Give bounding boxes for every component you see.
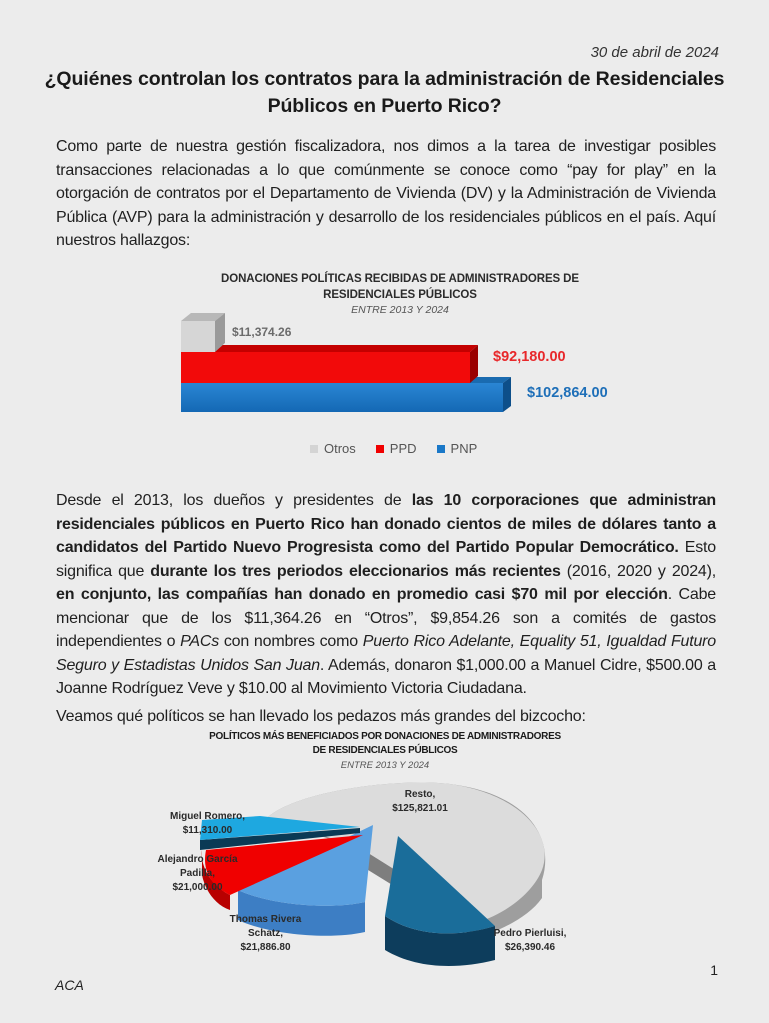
text-span: con nombres como xyxy=(219,633,363,650)
text-span: . Además, donaron $1,000.00 a Manuel Cidre, $500.00 a Joanne Rodríguez Veve y $10.00 al Movimiento Victoria Ciudadana. xyxy=(56,656,716,697)
pie-label-thomas-name2: Schatz, xyxy=(247,928,283,939)
pie-label-resto-name: Resto, xyxy=(404,789,436,800)
legend-swatch-ppd xyxy=(376,445,384,453)
bar-otros xyxy=(181,313,225,352)
pie-chart-title xyxy=(150,730,620,758)
pie-label-thomas-name1: Thomas Rivera xyxy=(229,914,302,925)
legend-item-ppd xyxy=(376,441,417,456)
legend-swatch-pnp xyxy=(437,445,445,453)
pie-label-alejandro-name1: Alejandro García xyxy=(157,854,238,865)
legend-item-otros xyxy=(310,441,356,456)
text-span: . Cabe mencionar que de los $11,364.26 en “Otros”, $9,854.26 son a comités de gastos independientes o xyxy=(56,586,716,650)
findings-paragraph xyxy=(56,489,716,701)
pie-label-resto xyxy=(380,788,460,816)
pie-label-alejandro-value: $21,000.00 xyxy=(172,882,223,893)
pie-label-pedro-value: $26,390.46 xyxy=(504,942,556,953)
intro-paragraph: Como parte de nuestra gestión fiscalizadora, nos dimos a la tarea de investigar posibles transacciones relacionadas a lo que comúnmente se conoce como “pay for play” en la otorgación de contratos por el Departamento de Vivienda (DV) y la Administración de Vivienda Pública (AVP) para la administración y desarrollo de los residenciales públicos en el país. Aquí nuestros hallazgos: xyxy=(56,138,716,249)
bold-span: las 10 corporaciones que administran residenciales públicos en Puerto Rico han donado cientos de miles de dólares tanto a candidatos del Partido Nuevo Progresista como del Partido Popular Democrático. xyxy=(56,492,717,556)
bar-chart-subtitle: ENTRE 2013 Y 2024 xyxy=(351,304,449,316)
text-span: Desde el 2013, los dueños y presidentes de xyxy=(56,492,412,509)
bold-span: durante los tres periodos eleccionarios más recientes xyxy=(150,562,561,580)
pie-chart-subtitle: ENTRE 2013 Y 2024 xyxy=(340,760,430,771)
bar-chart-title-line2: RESIDENCIALES PÚBLICOS xyxy=(323,289,477,301)
pie-label-miguel-name: Miguel Romero, xyxy=(169,811,245,822)
document-date: 30 de abril de 2024 xyxy=(590,44,719,61)
pie-label-thomas-value: $21,886.80 xyxy=(240,942,291,953)
author-initials: ACA xyxy=(55,977,84,993)
bar-label-otros: $11,374.26 xyxy=(232,325,292,339)
legend-swatch-otros xyxy=(310,445,318,453)
bar-chart-title xyxy=(170,271,630,303)
bar-chart-legend xyxy=(310,441,477,456)
bar-label-ppd: $92,180.00 xyxy=(493,349,566,365)
bar-label-pnp: $102,864.00 xyxy=(527,385,608,401)
bar-ppd xyxy=(181,345,478,383)
pie-intro-paragraph: Veamos qué políticos se han llevado los pedazos más grandes del bizcocho: xyxy=(56,708,586,725)
text-span: (2016, 2020 y 2024), xyxy=(560,562,716,580)
pie-label-pedro-pierluisi xyxy=(475,927,585,955)
page-number: 1 xyxy=(710,962,718,978)
pie-label-resto-value: $125,821.01 xyxy=(392,803,448,814)
document-title: ¿Quiénes controlan los contratos para la administración de Residenciales Públicos en Puerto Rico? xyxy=(44,68,725,117)
bar-chart-title-line1: DONACIONES POLÍTICAS RECIBIDAS DE ADMINISTRADORES DE xyxy=(221,273,579,285)
pie-label-alejandro-name2: Padilla, xyxy=(179,868,215,879)
pie-label-alejandro-garcia xyxy=(150,853,245,895)
pie-chart-title-line1: POLÍTICOS MÁS BENEFICIADOS POR DONACIONES DE ADMINISTRADORES xyxy=(209,731,561,742)
pie-chart-title-line2: DE RESIDENCIALES PÚBLICOS xyxy=(312,745,458,756)
legend-label-pnp: PNP xyxy=(450,441,478,456)
legend-label-ppd: PPD xyxy=(389,441,417,456)
legend-label-otros: Otros xyxy=(324,441,356,456)
italic-span: PACs xyxy=(180,633,220,650)
text-span: Esto significa que xyxy=(56,539,716,580)
pie-label-miguel-romero xyxy=(160,810,255,838)
pie-label-miguel-value: $11,310.00 xyxy=(182,825,233,836)
pie-label-thomas-rivera xyxy=(218,913,313,955)
italic-span: Puerto Rico Adelante, Equality 51, Igualdad Futuro Seguro y Estadistas Unidos San Juan xyxy=(56,633,716,674)
pie-label-pedro-name: Pedro Pierluisi, xyxy=(493,928,567,939)
legend-item-pnp xyxy=(437,441,478,456)
bold-span: en conjunto, las compañías han donado en promedio casi $70 mil por elección xyxy=(56,586,668,603)
